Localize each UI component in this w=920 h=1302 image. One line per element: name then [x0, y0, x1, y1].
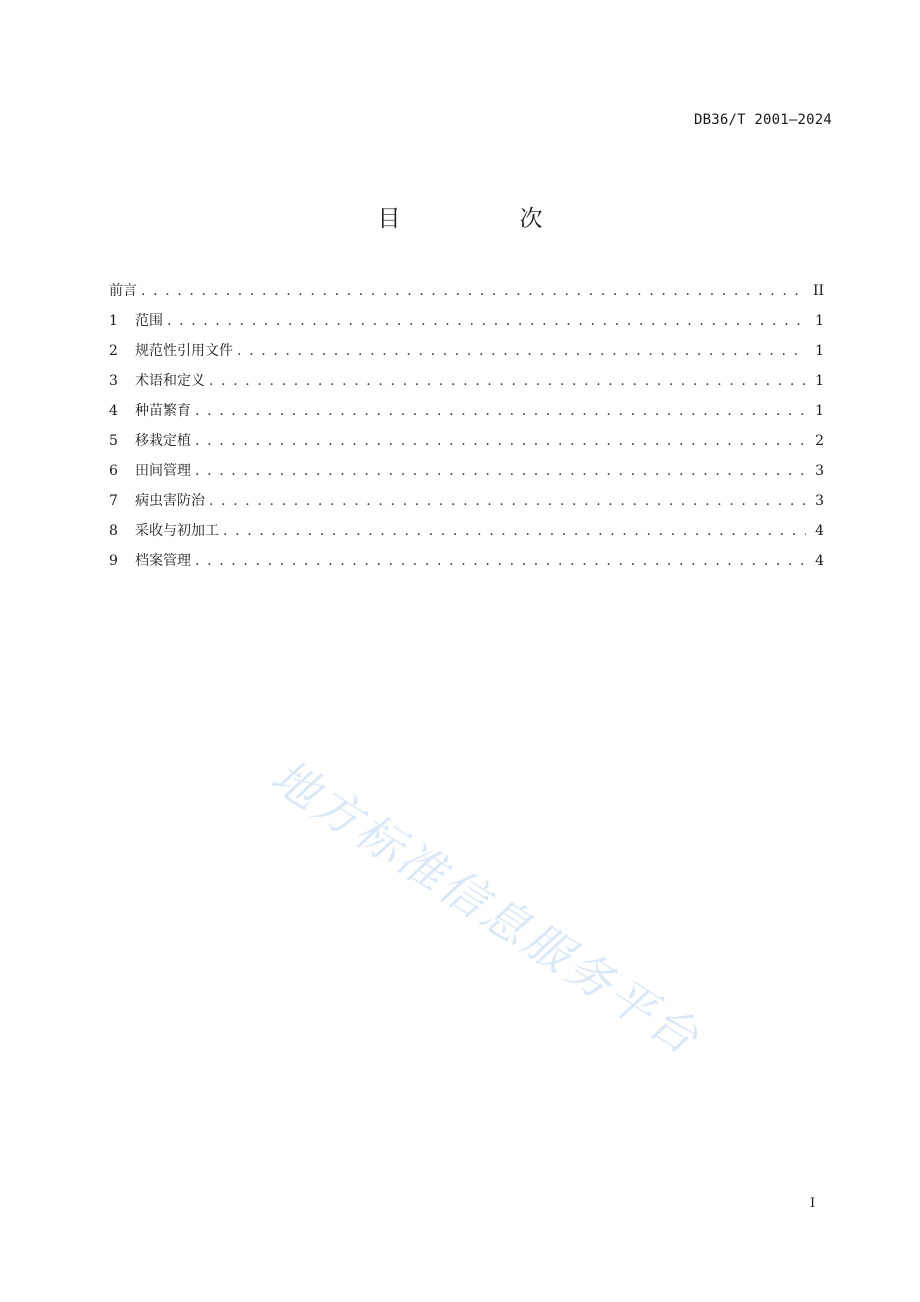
- toc-leader-dots: [237, 336, 806, 366]
- toc-leader-dots: [141, 276, 805, 306]
- toc-leader-dots: [209, 486, 806, 516]
- toc-entry-9[interactable]: [109, 546, 824, 576]
- toc-entry-number: 8: [109, 523, 118, 539]
- toc-entry-page: 1: [815, 373, 824, 389]
- toc-entry-3[interactable]: [109, 366, 824, 396]
- toc-entry-page: 3: [815, 463, 824, 479]
- toc-entry-number: 4: [109, 403, 118, 419]
- toc-entry-preface[interactable]: [109, 276, 824, 306]
- table-of-contents: [109, 276, 824, 576]
- toc-entry-label: 田间管理: [135, 463, 191, 479]
- toc-entry-7[interactable]: [109, 486, 824, 516]
- toc-leader-dots: [195, 396, 806, 426]
- toc-leader-dots: [223, 516, 806, 546]
- toc-entry-page: II: [812, 283, 824, 299]
- toc-leader-dots: [167, 306, 806, 336]
- toc-entry-4[interactable]: [109, 396, 824, 426]
- toc-entry-number: 3: [109, 373, 118, 389]
- toc-leader-dots: [209, 366, 806, 396]
- toc-entry-page: 3: [815, 493, 824, 509]
- toc-entry-number: 2: [109, 343, 118, 359]
- toc-entry-label: 种苗繁育: [135, 403, 191, 419]
- toc-entry-page: 2: [815, 433, 824, 449]
- toc-entry-label: 档案管理: [135, 553, 191, 569]
- toc-entry-5[interactable]: [109, 426, 824, 456]
- toc-entry-1[interactable]: [109, 306, 824, 336]
- toc-entry-label: 范围: [135, 313, 163, 329]
- toc-leader-dots: [195, 426, 806, 456]
- toc-leader-dots: [195, 456, 806, 486]
- toc-entry-number: 6: [109, 463, 118, 479]
- toc-entry-page: 4: [815, 553, 824, 569]
- toc-entry-label: 规范性引用文件: [135, 343, 233, 359]
- toc-entry-label: 移栽定植: [135, 433, 191, 449]
- page-number: I: [810, 1196, 816, 1211]
- toc-entry-number: 7: [109, 493, 118, 509]
- toc-entry-label: 前言: [109, 283, 137, 299]
- toc-entry-label: 术语和定义: [135, 373, 205, 389]
- toc-entry-number: 1: [109, 313, 118, 329]
- toc-title: 目 次: [377, 206, 591, 232]
- watermark: 地方标准信息服务平台: [261, 748, 711, 1067]
- toc-entry-page: 1: [815, 313, 824, 329]
- document-code: DB36/T 2001—2024: [693, 112, 832, 128]
- toc-entry-number: 9: [109, 553, 118, 569]
- toc-entry-6[interactable]: [109, 456, 824, 486]
- toc-entry-label: 病虫害防治: [135, 493, 205, 509]
- toc-entry-2[interactable]: [109, 336, 824, 366]
- toc-entry-label: 采收与初加工: [135, 523, 219, 539]
- toc-entry-page: 1: [815, 403, 824, 419]
- toc-leader-dots: [195, 546, 806, 576]
- toc-entry-page: 1: [815, 343, 824, 359]
- toc-entry-page: 4: [815, 523, 824, 539]
- toc-entry-8[interactable]: [109, 516, 824, 546]
- toc-entry-number: 5: [109, 433, 118, 449]
